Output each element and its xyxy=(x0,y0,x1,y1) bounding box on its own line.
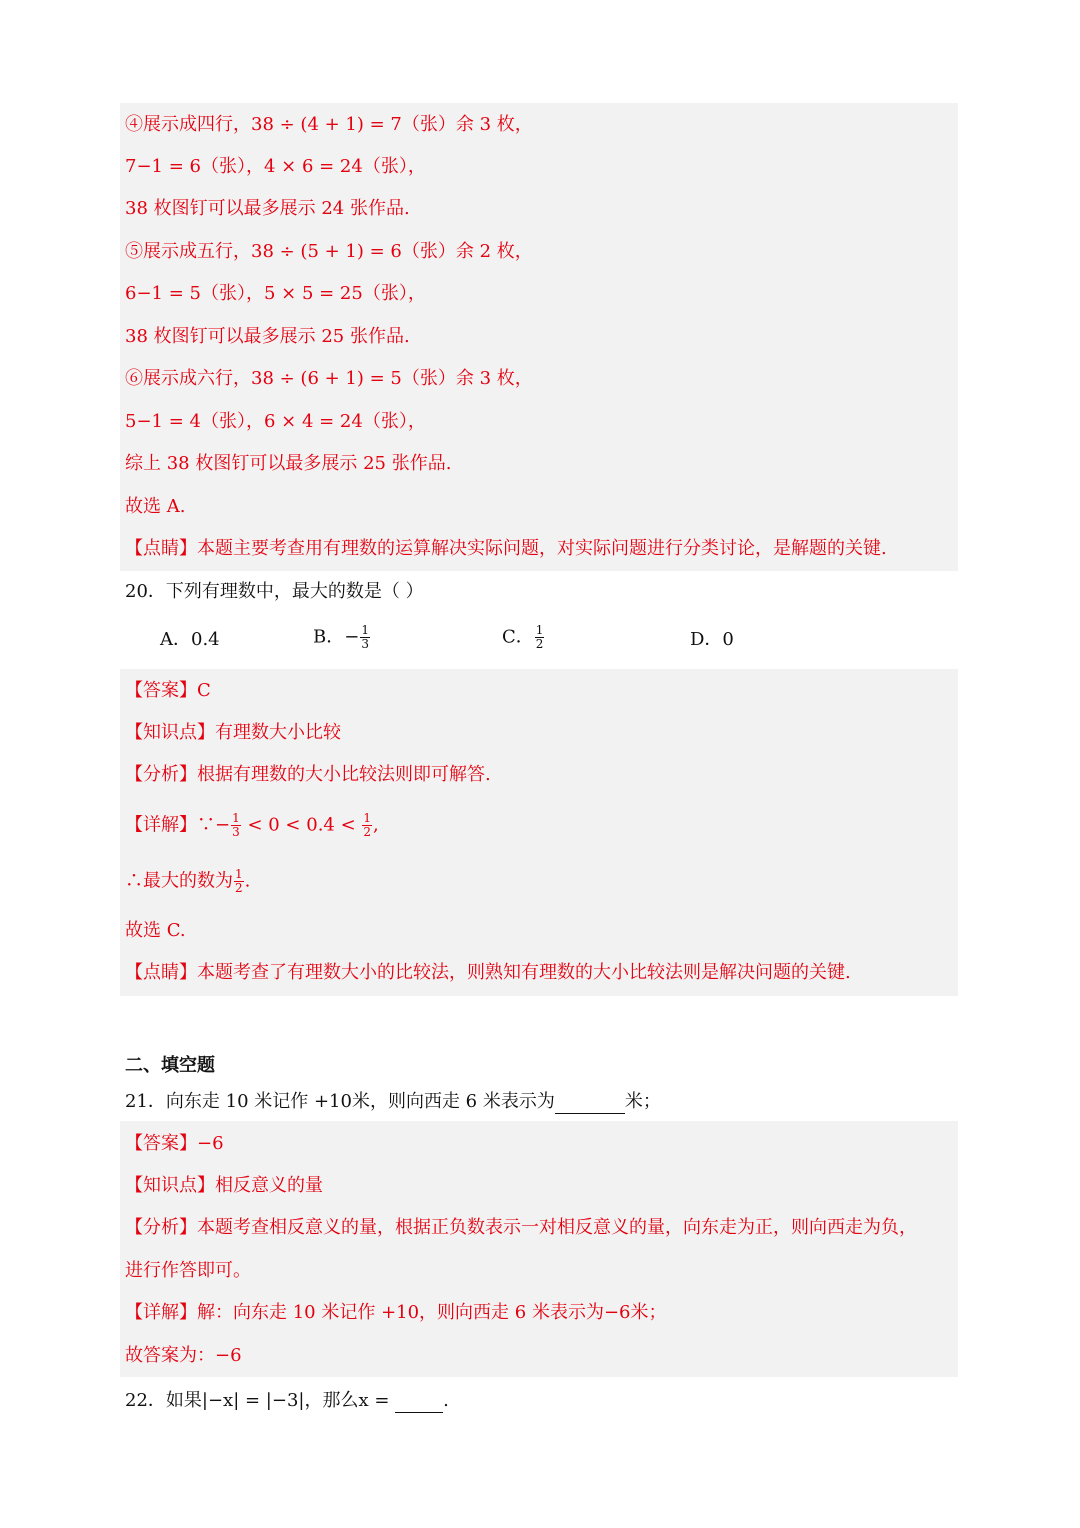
solution-box-q21 xyxy=(120,1121,958,1377)
solution-line: 综上 38 枚图钉可以最多展示 25 张作品. xyxy=(125,453,452,474)
detail-end: , xyxy=(373,814,379,836)
detail-line xyxy=(125,812,379,839)
answer-blank xyxy=(395,1388,443,1413)
analysis-line: 【分析】根据有理数的大小比较法则即可解答. xyxy=(125,764,491,785)
solution-line: ⑤展示成五行，38 ÷ (5 + 1) = 6（张）余 2 枚， xyxy=(125,241,533,262)
choose-line: 故选 C. xyxy=(125,920,186,941)
option-b-fraction xyxy=(360,624,370,651)
solution-line: 5−1 = 4（张），6 × 4 = 24（张）， xyxy=(125,411,426,432)
fraction-denominator: 3 xyxy=(232,825,240,839)
question-22-text: 22．如果|−x| = |−3|，那么x = xyxy=(125,1390,396,1411)
fraction-numerator: 1 xyxy=(235,867,243,881)
option-c xyxy=(502,624,545,651)
solution-line: 7−1 = 6（张），4 × 6 = 24（张）， xyxy=(125,156,426,177)
option-c-label: C． xyxy=(502,626,534,648)
conclusion-prefix: ∴最大的数为 xyxy=(125,870,233,892)
option-b-sign: − xyxy=(344,626,360,648)
knowledge-line: 【知识点】相反意义的量 xyxy=(125,1175,323,1196)
fraction-denominator: 3 xyxy=(361,637,369,651)
analysis-line-2: 进行作答即可。 xyxy=(125,1260,251,1281)
answer-line: 【答案】C xyxy=(125,680,211,701)
solution-line: ④展示成四行，38 ÷ (4 + 1) = 7（张）余 3 枚， xyxy=(125,114,533,135)
detail-line: 【详解】解：向东走 10 米记作 +10，则向西走 6 米表示为−6米； xyxy=(125,1302,667,1323)
section-title: 二、填空题 xyxy=(125,1055,215,1076)
solution-line: 故选 A. xyxy=(125,496,186,517)
option-d: D．0 xyxy=(690,629,734,650)
detail-fraction-1 xyxy=(231,812,241,839)
solution-line: 38 枚图钉可以最多展示 24 张作品. xyxy=(125,198,410,219)
solution-line: 38 枚图钉可以最多展示 25 张作品. xyxy=(125,326,410,347)
question-21-text: 21．向东走 10 米记作 +10米，则向西走 6 米表示为 xyxy=(125,1091,555,1112)
note-line: 【点睛】本题考查了有理数大小的比较法，则熟知有理数的大小比较法则是解决问题的关键. xyxy=(125,962,851,983)
conclusion-end: . xyxy=(244,870,251,892)
fraction-numerator: 1 xyxy=(535,623,544,637)
question-21 xyxy=(125,1089,661,1114)
option-b xyxy=(313,624,371,651)
question-20: 20．下列有理数中，最大的数是（ ） xyxy=(125,581,424,602)
solution-line: ⑥展示成六行，38 ÷ (6 + 1) = 5（张）余 3 枚， xyxy=(125,368,533,389)
detail-prefix: 【详解】∵− xyxy=(125,814,231,836)
detail-fraction-2 xyxy=(362,812,372,839)
question-22-suffix: . xyxy=(443,1390,449,1411)
knowledge-line: 【知识点】有理数大小比较 xyxy=(125,722,341,743)
option-b-label: B． xyxy=(313,626,345,648)
answer-blank xyxy=(555,1089,625,1114)
note-line: 【点睛】本题主要考查用有理数的运算解决实际问题，对实际问题进行分类讨论，是解题的关键. xyxy=(125,538,887,559)
question-22 xyxy=(125,1388,449,1413)
fraction-numerator: 1 xyxy=(361,623,369,637)
fraction-denominator: 2 xyxy=(535,637,544,651)
answer-line: 【答案】−6 xyxy=(125,1133,224,1154)
conclusion-fraction xyxy=(234,868,244,895)
fraction-numerator: 1 xyxy=(363,811,372,825)
fraction-denominator: 2 xyxy=(363,825,372,839)
question-21-suffix: 米； xyxy=(624,1091,661,1112)
option-c-fraction xyxy=(535,624,545,651)
option-a: A．0.4 xyxy=(160,629,220,650)
final-answer-line: 故答案为：−6 xyxy=(125,1345,242,1366)
analysis-line: 【分析】本题考查相反意义的量，根据正负数表示一对相反意义的量，向东走为正，则向西走为负， xyxy=(125,1217,917,1238)
detail-middle: < 0 < 0.4 < xyxy=(241,814,362,836)
solution-line: 6−1 = 5（张），5 × 5 = 25（张）， xyxy=(125,283,426,304)
fraction-numerator: 1 xyxy=(232,811,240,825)
fraction-denominator: 2 xyxy=(235,881,243,895)
conclusion-line xyxy=(125,868,250,895)
